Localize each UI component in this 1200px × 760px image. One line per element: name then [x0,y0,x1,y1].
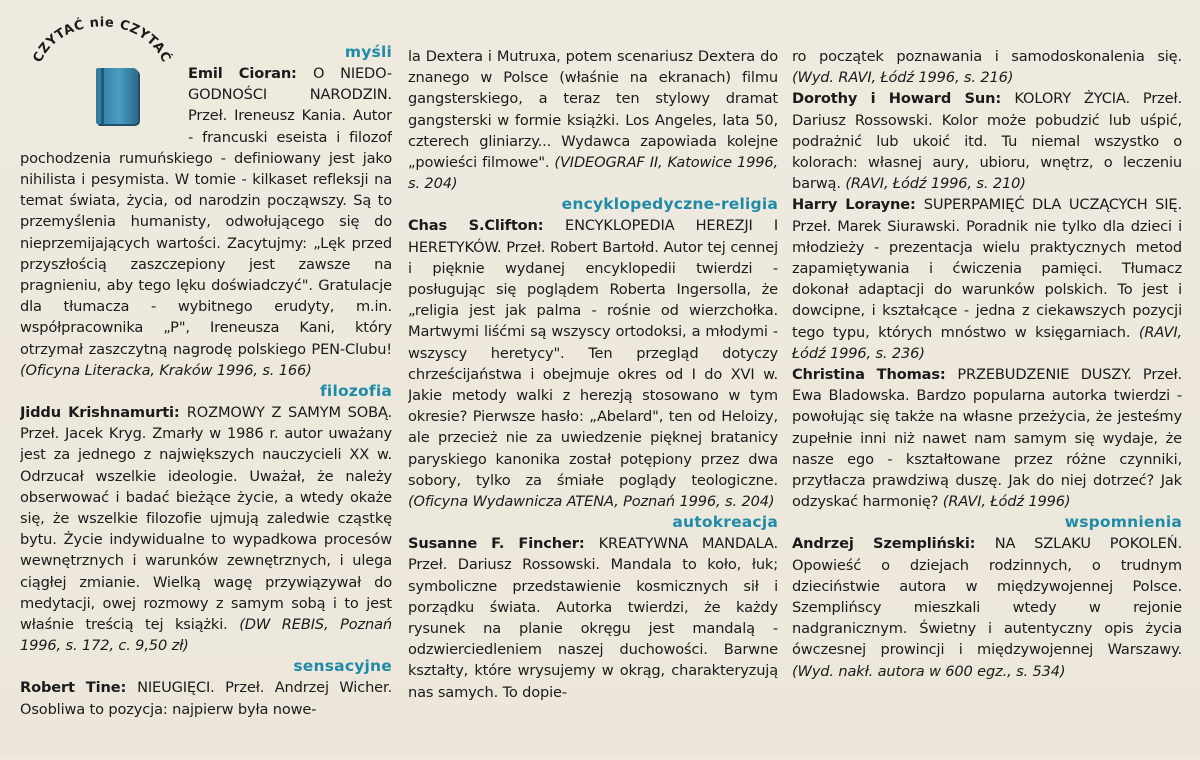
category-filozofia: filozofia [319,382,392,401]
entry-author: Jiddu Krishnamurti: [20,404,187,422]
entry-body: KOLORY ŻYCIA. Przeł. Dariusz Rossowski. Kolor może pobudzić lub uśpić, podrażnić lub ukoić itd. Tu niemal wszystko o kolorach: własnej aury, ubioru, wnętrz, o leczeniu barwą. [792,90,1182,193]
entry-fincher [408,533,778,703]
category-sensacyjne: sensacyjne [293,657,392,676]
column-1 [20,42,392,756]
entry-author: Robert Tine: [20,679,138,697]
entry-body: NA SZLAKU POKOLEŃ. Opowieść o dziejach rodzinnych, o trudnym dzieciństwie autora w międzywojennej Polsce. Szemplińscy mieszkali wtedy w rejonie nadgranicznym. Świetny i autentyczny opis życia ówczesnej prowincji i międzywojennej Warszawy. [792,535,1182,659]
entry-body: PRZEBUDZENIE DUSZY. Przeł. Ewa Bladowska. Bardzo popularna autorka twierdzi - powołując się także na własne przeżycia, że jesteśmy zupełnie inni niż nawet nam samym się wydaje, że nasze ego - kształtowane przez różne czynniki, przytłacza prawdziwą duszę. Jak do niej dotrzeć? Jak odzyskać harmonię? [792,366,1182,511]
category-wspomnienia: wspomnienia [1064,513,1182,532]
entry-source: (Wyd. RAVI, Łódź 1996, s. 216) [792,69,1014,87]
entry-lorayne [792,194,1182,364]
entry-source: (RAVI, Łódź 1996) [942,493,1071,511]
logo-text: CZYTAĆ nie CZYTAĆ [30,15,174,65]
entry-source: (DW REBIS, Poznań 1996, s. 172, c. 9,50 zł) [20,616,392,655]
entry-source: (VIDEOGRAF II, Katowice 1996, s. 204) [408,154,778,193]
category-encyklopedyczne-religia: encyklopedyczne-religia [561,195,778,214]
category-autokreacja: autokreacja [672,513,778,532]
entry-author: Dorothy i Howard Sun: [792,90,1015,108]
entry-author: Harry Lorayne: [792,196,924,214]
entry-author: Christina Thomas: [792,366,958,384]
entry-body: ro początek poznawania i samodoskonalenia się. [792,48,1182,65]
column-3 [792,46,1182,760]
entry-body: NIEUGIĘCI. Przeł. Andrzej Wicher. Osobliwa to pozycja: najpierw była nowe- [20,679,392,718]
entry-author: Chas S.Clifton: [408,217,566,235]
entry-szemplinski [792,533,1182,681]
entry-body: O NIEDO-GODNOŚCI NARODZIN. Przeł. Ireneusz Kania. Autor - francuski eseista i filozof pochodzenia rumuńskiego - definiowany jest jako nihilista i pesymista. W tomie - kilkaset refleksji na temat świata, życia, od narodzin począwszy. Są to przemyślenia humanisty, odwołującego się do nieprzemijających wartości. Zacytujmy: „Lęk przed przyszłością zaszczepiony jest zawsze na pragnieniu, aby tego lęku doświadczyć". Gratulacje dla tłumacza - wybitnego erudyty, m.in. współpracownika „P", Ireneusza Kani, który otrzymał zaszczytną nagrodę polskiego PEN-Clubu! [20,65,392,358]
entry-clifton [408,215,778,512]
entry-krishnamurti [20,402,392,656]
entry-body: ROZMOWY Z SAMYM SOBĄ. Przeł. Jacek Kryg. Zmarły w 1986 r. autor uważany jest za jednego z największych nauczycieli XX w. Odrzucał wszelkie ideologie. Uważał, że należy obserwować i badać bieżące życie, a wtedy okaże się, że wszelkie filozofie ujmują zaledwie cząstkę bytu. Życie indywidualne to wypadkowa procesów wewnętrznych i warunków zewnętrznych, i ulega ciągłej zmianie. Wielką wagę przywiązywał do medytacji, owej rozmowy z samym sobą i to jest właśnie treścią tej książki. [20,404,392,634]
entry-body: ENCYKLOPEDIA HEREZJI I HERETYKÓW. Przeł. Robert Bartołd. Autor tej cennej i pięknie wydanej encyklopedii twierdzi - posługując się poglądem Roberta Ingersolla, że „religia jest jak palma - rośnie od wierzchołka. Martwymi liśćmi są wszyscy ortodoksi, a młodymi - wszyscy heretycy". Ten przegląd dotyczy chrześcijaństwa i obejmuje okres od I do XVI w. Jakie metody walki z herezją stosowano w tym okresie? Pierwsze hasło: „Abelard", ten od Heloizy, ale przecież nie za uwiedzenie pięknej bratanicy paryskiego kanonika został potępiony przez dwa sobory, tylko za śmiałe poglądy teologiczne. [408,217,778,489]
entry-source: (RAVI, Łódź 1996, s. 210) [845,175,1026,193]
entry-sun [792,88,1182,194]
entry-source: (Wyd. nakł. autora w 600 egz., s. 534) [792,662,1066,680]
entry-source: (RAVI, Łódź 1996, s. 236) [792,323,1182,362]
entry-fincher-continued [792,46,1182,88]
column-2 [408,46,778,760]
entry-tine [20,677,392,719]
entry-body: SUPERPAMIĘĆ DLA UCZĄCYCH SIĘ. Przeł. Marek Siurawski. Poradnik nie tylko dla dzieci i młodzieży - prezentacja wielu praktycznych metod zapamiętywania i ćwiczenia pamięci. Tłumacz dokonał adaptacji do warunków polskich. To jest i dowcipne, i kształcące - jedna z ciekawszych pozycji tego typu, których mnóstwo w księgarniach. [792,196,1182,341]
category-mysli: myśli [344,43,392,61]
entry-source: (Oficyna Literacka, Kraków 1996, s. 166) [20,361,312,379]
entry-author: Susanne F. Fincher: [408,535,599,553]
entry-tine-continued [408,46,778,194]
entry-body: la Dextera i Mutruxa, potem scenariusz Dextera do znanego w Polsce (właśnie na ekranach) filmu gangsterskiego, a teraz ten stylowy dramat gangsterski w formie książki. Los Angeles, lata 50, czterech gliniarzy... Wydawca zapowiada kolejne „powieści filmowe". [408,48,778,172]
entry-author: Andrzej Szempliński: [792,535,995,553]
entry-author: Emil Cioran: [188,65,313,82]
entry-body: KREATYWNA MANDALA. Przeł. Dariusz Rossowski. Mandala to koło, łuk; symboliczne przedstawienie kosmicznych sił i porządku świata. Autorka twierdzi, że każdy rysunek na planie okręgu jest mandalą - odzwierciedleniem naszej duchowości. Barwne kształty, które wrysujemy w okrąg, charakteryzują nas samych. To dopie- [408,535,778,701]
entry-thomas [792,364,1182,512]
entry-source: (Oficyna Wydawnicza ATENA, Poznań 1996, s. 204) [408,493,775,511]
